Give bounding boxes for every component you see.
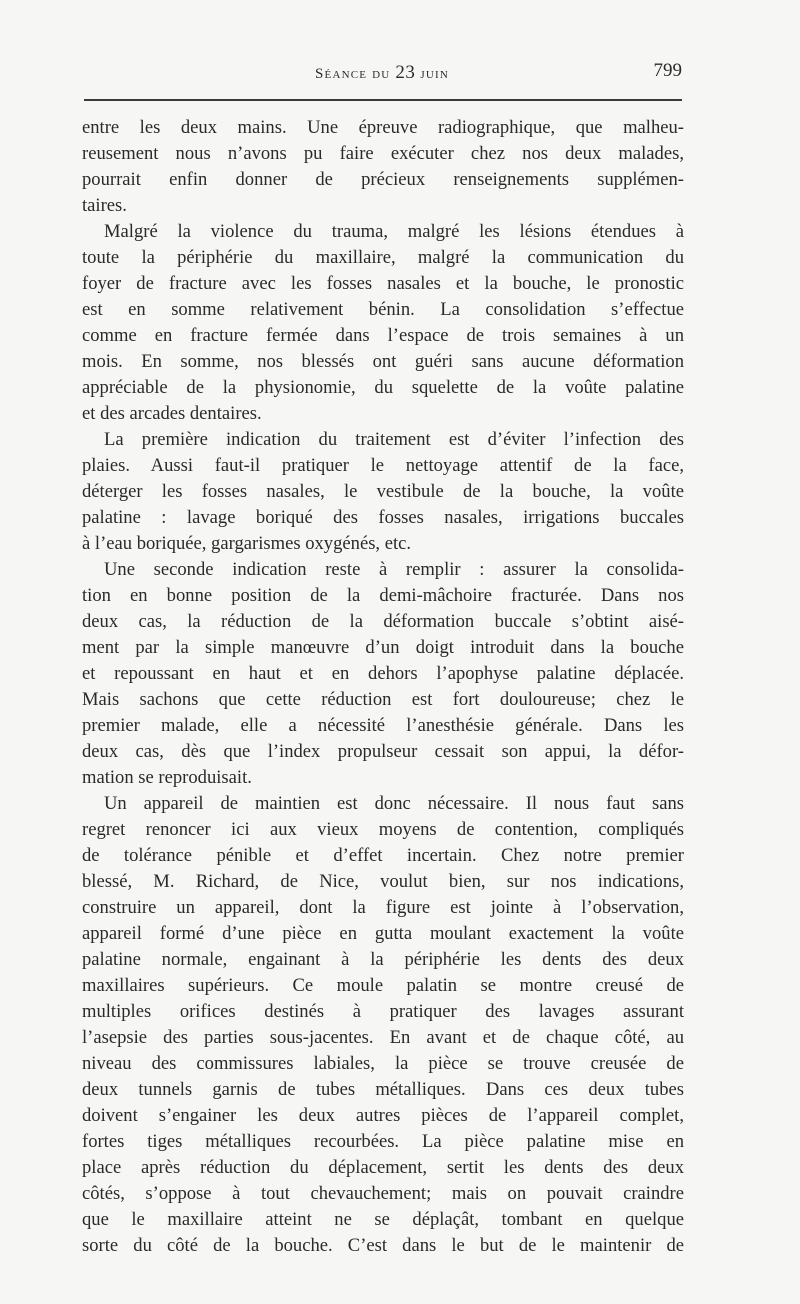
text-line: est en somme relativement bénin. La consolidation s’effectue (82, 299, 684, 320)
text-line: reusement nous n’avons pu faire exécuter chez nos deux malades, (82, 143, 684, 164)
text-line: premier malade, elle a nécessité l’anesthésie générale. Dans les (82, 715, 684, 736)
paragraph (82, 115, 684, 219)
text-line: construire un appareil, dont la figure est jointe à l’observation, (82, 897, 684, 918)
text-line: côtés, s’oppose à tout chevauchement; mais on pouvait craindre (82, 1183, 684, 1204)
text-line: sorte du côté de la bouche. C’est dans le but de le maintenir de (82, 1235, 684, 1256)
paragraph (82, 791, 684, 1259)
text-line: déterger les fosses nasales, le vestibule de la bouche, la voûte (82, 481, 684, 502)
text-line: Mais sachons que cette réduction est fort douloureuse; chez le (82, 689, 684, 710)
text-line: pourrait enfin donner de précieux renseignements supplémen- (82, 169, 684, 190)
text-line: ment par la simple manœuvre d’un doigt introduit dans la bouche (82, 637, 684, 658)
body-text (82, 115, 684, 1259)
text-line: l’asepsie des parties sous-jacentes. En avant et de chaque côté, au (82, 1027, 684, 1048)
text-line: à l’eau boriquée, gargarismes oxygénés, etc. (82, 533, 412, 554)
text-line: niveau des commissures labiales, la pièce se trouve creusée de (82, 1053, 684, 1074)
text-line: Un appareil de maintien est donc nécessaire. Il nous faut sans (104, 793, 684, 814)
text-line: comme en fracture fermée dans l’espace de trois semaines à un (82, 325, 684, 346)
page-number: 799 (653, 60, 682, 81)
running-header (82, 60, 682, 86)
text-line: appréciable de la physionomie, du squelette de la voûte palatine (82, 377, 684, 398)
text-line: deux cas, la réduction de la déformation buccale s’obtint aisé- (82, 611, 684, 632)
text-line: regret renoncer ici aux vieux moyens de contention, compliqués (82, 819, 684, 840)
text-line: mois. En somme, nos blessés ont guéri sans aucune déformation (82, 351, 684, 372)
header-title-day: 23 (395, 62, 416, 83)
text-line: tion en bonne position de la demi-mâchoire fracturée. Dans nos (82, 585, 684, 606)
text-line: deux tunnels garnis de tubes métalliques. Dans ces deux tubes (82, 1079, 684, 1100)
text-line: de tolérance pénible et d’effet incertain. Chez notre premier (82, 845, 684, 866)
text-line: place après réduction du déplacement, sertit les dents des deux (82, 1157, 684, 1178)
text-line: palatine normale, engainant à la périphérie les dents des deux (82, 949, 684, 970)
text-line: entre les deux mains. Une épreuve radiographique, que malheu- (82, 117, 684, 138)
text-line: La première indication du traitement est d’éviter l’infection des (104, 429, 684, 450)
text-line: et repoussant en haut et en dehors l’apophyse palatine déplacée. (82, 663, 684, 684)
text-line: taires. (82, 195, 127, 216)
paragraph (82, 219, 684, 427)
header-title-month: juin (420, 66, 449, 82)
text-line: doivent s’engainer les deux autres pièces de l’appareil complet, (82, 1105, 684, 1126)
text-line: et des arcades dentaires. (82, 403, 262, 424)
header-rule (84, 99, 682, 101)
text-line: appareil formé d’une pièce en gutta moulant exactement la voûte (82, 923, 684, 944)
text-line: Malgré la violence du trauma, malgré les lésions étendues à (104, 221, 684, 242)
text-line: plaies. Aussi faut-il pratiquer le nettoyage attentif de la face, (82, 455, 684, 476)
text-line: blessé, M. Richard, de Nice, voulut bien, sur nos indications, (82, 871, 684, 892)
paragraph (82, 557, 684, 791)
text-line: toute la périphérie du maxillaire, malgré la communication du (82, 247, 684, 268)
header-title-prefix: Séance du (315, 66, 391, 82)
text-line: multiples orifices destinés à pratiquer des lavages assurant (82, 1001, 684, 1022)
text-line: Une seconde indication reste à remplir : assurer la consolida- (104, 559, 684, 580)
paragraph (82, 427, 684, 557)
text-line: foyer de fracture avec les fosses nasales et la bouche, le pronostic (82, 273, 684, 294)
text-line: deux cas, dès que l’index propulseur cessait son appui, la défor- (82, 741, 684, 762)
text-line: palatine : lavage boriqué des fosses nasales, irrigations buccales (82, 507, 684, 528)
text-line: mation se reproduisait. (82, 767, 252, 788)
header-title (82, 62, 682, 84)
text-line: que le maxillaire atteint ne se déplaçât, tombant en quelque (82, 1209, 684, 1230)
text-line: maxillaires supérieurs. Ce moule palatin se montre creusé de (82, 975, 684, 996)
text-line: fortes tiges métalliques recourbées. La pièce palatine mise en (82, 1131, 684, 1152)
